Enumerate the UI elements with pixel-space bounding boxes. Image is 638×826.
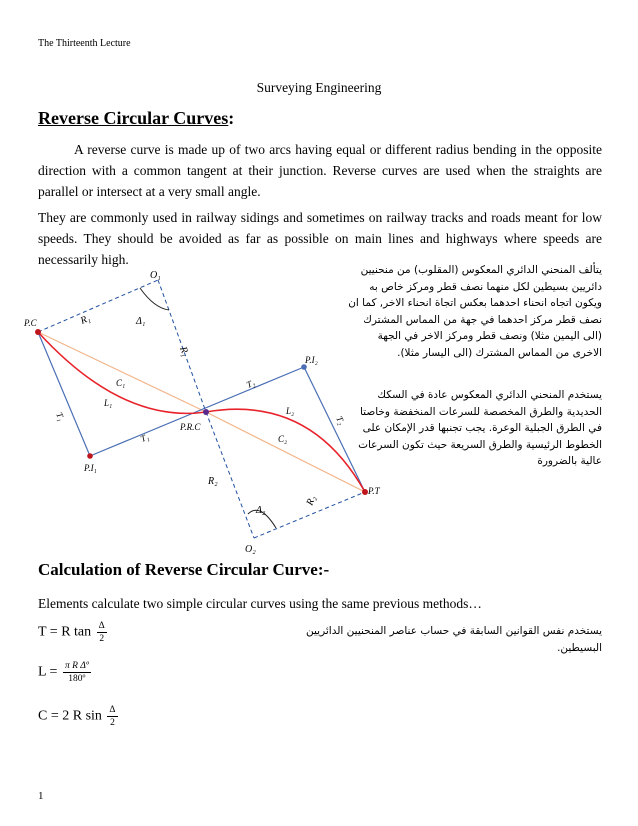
label-r1-radial: R₁ xyxy=(177,345,191,359)
formula-t-lhs: T = R tan xyxy=(38,624,92,640)
formula-l-denominator: 180º xyxy=(68,674,86,684)
label-c1: C₁ xyxy=(116,378,126,388)
section-title-colon: : xyxy=(228,108,235,128)
label-prc: P.R.C xyxy=(180,422,201,432)
tangent-t2-forward xyxy=(304,367,365,492)
formula-c-lhs: C = 2 R sin xyxy=(38,708,102,724)
label-o2: O₂ xyxy=(245,544,256,555)
arabic-note-calculation: يستخدم نفس القوانين السابقة في حساب عناصر المنحنيين الدائريين البسيطين. xyxy=(306,625,602,654)
point-prc xyxy=(203,409,209,415)
label-r2: R₂ xyxy=(208,476,218,487)
label-r1: R₁ xyxy=(79,312,93,327)
formula-l-numerator: π R Δº xyxy=(64,661,89,671)
tangent-t1-back xyxy=(38,332,90,456)
page-number: 1 xyxy=(38,790,44,802)
chord-c1 xyxy=(38,332,206,412)
label-t2-forward: T₂ xyxy=(334,414,347,427)
angle-arc-delta1 xyxy=(140,288,169,310)
label-pt: P.T xyxy=(368,486,380,496)
formula-l-fraction xyxy=(63,660,91,685)
label-t2-common: T₂ xyxy=(245,377,257,390)
label-r2-radial: R₂ xyxy=(304,494,319,508)
formula-chord-length xyxy=(38,704,118,729)
label-delta1: Δ₁ xyxy=(136,316,146,327)
point-pi1 xyxy=(87,453,93,459)
label-delta2: Δ₂ xyxy=(256,505,266,516)
formula-tangent-length xyxy=(38,620,107,645)
label-pi2: P.I₂ xyxy=(305,355,318,365)
label-pi1: P.I₁ xyxy=(84,463,97,473)
formula-curve-length xyxy=(38,660,91,685)
formula-c-numerator: Δ xyxy=(109,705,116,715)
label-pc: P.C xyxy=(24,318,37,328)
paragraph-definition: A reverse curve is made up of two arcs having equal or different radius bending in the opposite direction with a common tangent at their junction. Reverse curves are used when the straights are parallel or intersect at a very small angle. xyxy=(38,142,602,199)
arabic-note-usage: يستخدم المنحني الدائري المعكوس عادة في السكك الحديدية والطرق المخصصة للسرعات المنخفضة وخاصتا في الطرق الجبلية الوعرة. يجب تجنبها قدر الإمكان على الخطوط الرئيسية والطرق السريعة حيث تكون السرعات عالية بالضرورة xyxy=(358,389,602,468)
formula-c-fraction xyxy=(107,704,117,729)
running-header: The Thirteenth Lecture xyxy=(38,38,131,49)
formula-t-fraction xyxy=(97,620,107,645)
radius-r2-left xyxy=(206,412,254,538)
section-title-text: Reverse Circular Curves xyxy=(38,108,229,128)
label-c2: C₂ xyxy=(278,434,288,444)
formula-c-denominator: 2 xyxy=(110,718,115,728)
course-title: Surveying Engineering xyxy=(256,80,382,95)
calculation-title: Calculation of Reverse Circular Curve:- xyxy=(38,560,330,579)
label-l1: L₁ xyxy=(104,398,113,408)
label-o1: O₁ xyxy=(150,270,161,281)
label-t1-back: T₁ xyxy=(54,410,67,423)
label-l2: L₂ xyxy=(286,406,295,416)
reverse-curve-diagram xyxy=(24,266,390,556)
formula-t-numerator: Δ xyxy=(98,621,105,631)
formula-t-denominator: 2 xyxy=(99,634,105,644)
arabic-note-definition: يتألف المنحني الدائري المعكوس (المقلوب) من منحنيين دائريين بسيطين لكل منهما نصف قطر ومركز خاص به ويكون اتجاه انحناء احدهما بعكس اتجاة انحناء الاخر, كما ان نصف قطر مركز احدهما في جهة من المماس المشترك (الى اليمين مثلا) ونصف قطر ومركز الاخر في الجهة الاخرى من المماس المشترك (الى اليسار مثلا). xyxy=(348,264,602,359)
paragraph-usage: They are commonly used in railway sidings and sometimes on railway tracks and roads meant for low speeds. They should be avoided as far as possible on main lines and highways where speeds are necessarily high. xyxy=(38,210,602,267)
point-pc xyxy=(35,329,41,335)
section-title xyxy=(38,108,234,129)
point-pi2 xyxy=(301,364,307,370)
label-t1-common: T₁ xyxy=(139,431,151,444)
calculation-intro: Elements calculate two simple circular curves using the same previous methods… xyxy=(38,596,482,611)
formula-l-lhs: L = xyxy=(38,664,58,680)
